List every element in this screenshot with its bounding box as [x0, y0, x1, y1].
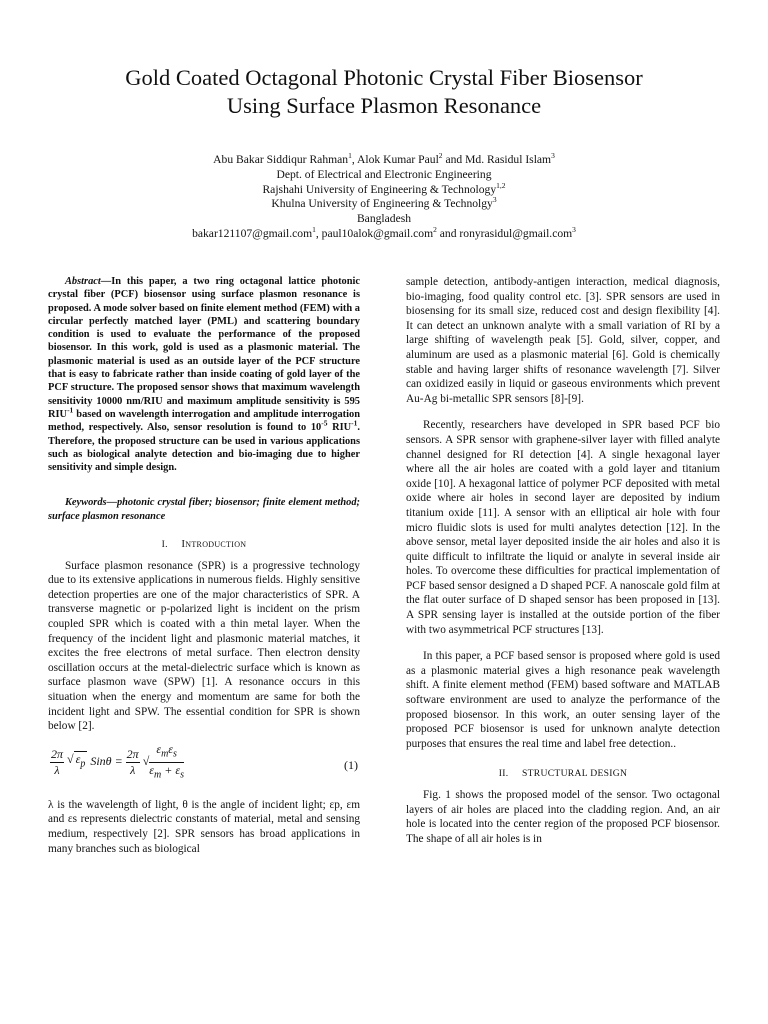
author-3: Md. Rasidul Islam	[465, 153, 552, 166]
right-paragraph-1: sample detection, antibody-antigen interaction, medical diagnosis, bio-imaging, food quality control etc. [3]. SPR sensors are used in biosensing for its small size, reduced cost and design flexibility [4]. It can detect an unknown analyte with a small variation of RI by a large shifting of wavelength peak [5]. Gold, silver, copper, and aluminum are used as a plasmonic material [6]. Gold is chemically stable and having larger shifts of resonance wavelength [7]. Silver can oxidized easily in liquid or gaseous environments which prevent Au-Ag bi-metallic SPR sensors [8]-[9].	[406, 276, 720, 405]
paper-title	[40, 64, 728, 120]
author-1: Abu Bakar Siddiqur Rahman	[213, 153, 349, 166]
abstract-sup-2: -5	[321, 418, 328, 428]
author-sep-1: ,	[351, 153, 357, 166]
section-2-heading	[406, 767, 720, 782]
univ-1-sup: 1,2	[496, 180, 506, 190]
email-2: paul10alok@gmail.com	[321, 226, 434, 240]
email-1: bakar121107@gmail.com	[192, 226, 313, 240]
author-block	[40, 153, 728, 242]
section-1-title: Introduction	[181, 538, 247, 551]
section-2-number: II.	[498, 768, 509, 780]
right-column	[406, 275, 720, 846]
right-paragraph-4: Fig. 1 shows the proposed model of the sensor. Two octagonal layers of air holes are placed into the cladding region. And, an air hole is located into the center region of the proposed PCF biosensor. The shape of all air holes is in	[406, 789, 720, 845]
abstract-text-3: RIU	[327, 422, 352, 434]
section-2-title: STRUCTURAL DESIGN	[521, 768, 628, 780]
affiliation-univ-1	[40, 180, 728, 198]
email-sep-2: and	[436, 226, 460, 240]
author-names	[40, 153, 728, 168]
eq-sqrt-eps-p: √ $\varepsilon_p$	[67, 752, 86, 770]
abstract-sup-1: -1	[67, 405, 74, 415]
univ-2-sup: 3	[492, 195, 497, 205]
title-line-1: Gold Coated Octagonal Photonic Crystal Fiber Biosensor	[125, 65, 643, 90]
author-sep-2: and	[442, 153, 466, 166]
email-1-sup: 1	[312, 225, 316, 235]
author-2-sup: 2	[438, 151, 443, 161]
left-column	[48, 275, 360, 856]
eq-sin-theta: Sinθ =	[90, 754, 123, 768]
intro-paragraph-1: Surface plasmon resonance (SPR) is a progressive technology due to its extensive applications in numerous fields. Highly sensitive detection properties are one of the major characteristics of SPR. A transverse magnetic or p-polarized light is incident on the prism coupled SPR which is coated with a thin metal layer. When the frequency of the incident light and plasmonic material matches, it excites the free electrons of metal surface. Then electron density oscillation occurs at the metal-dielectric surface which is known as surface plasmon wave (SPW) [1]. A resonance occurs in this situation when the energy and momentum are same for both the incident light and SPW. The essential condition for SPR is shown below [2].	[48, 559, 360, 733]
author-2: Alok Kumar Paul	[357, 153, 439, 166]
section-1-heading	[48, 537, 360, 553]
eq-sqrt-eps-ratio: √ $\frac{\varepsilon_m\varepsilon_s}{\varepsilon_m + \varepsilon_s}$	[142, 741, 184, 781]
email-2-sup: 2	[433, 225, 437, 235]
univ-1-name: Rajshahi University of Engineering & Technology	[262, 182, 497, 196]
section-1-number: I.	[161, 539, 168, 551]
equation-explanation: λ is the wavelength of light, θ is the angle of incident light; εp, εm and εs represents dielectric constants of material, metal and sensing medium, respectively [2]. SPR sensors has broad applications in many branches such as biological	[48, 798, 360, 855]
author-1-sup: 1	[348, 151, 352, 161]
right-paragraph-2: Recently, researchers have developed in SPR based PCF bio sensors. A SPR sensor with graphene-silver layer with filled analyte channel designed for RI detection [4]. A single hexagonal layer where all the air holes are coated with a gold layer and titanium oxide [10]. A hexagonal lattice of polymer PCF deposited with metal oxide where air holes in second layer are deposited by indium titanium oxide [11]. A sensor with an elliptical air hole with four micro fluidic slots is used for multi analytes detection [12]. In the above sensor, metal layer deposited inside the air holes and also it is quite difficult to infiltrate the liquid or analyte in several inside air holes. To overcome these difficulties for practical implementation of PCF based sensor designed a D shaped PCF. A nanoscale gold film at the flat outer surface of D shaped sensor has been proposed in [13]. A SPR sensing layer is installed at the outside portion of the fiber with two asymmetrical PCF structures [13].	[406, 419, 720, 636]
eq-frac-2pi-lambda-rhs: $\frac{2\pi}{\lambda}$	[126, 747, 139, 777]
keywords: Keywords—photonic crystal fiber; biosensor; finite element method; surface plasmon resonance	[48, 497, 360, 522]
abstract	[48, 275, 360, 474]
eq-frac-2pi-lambda: $\frac{2\pi}{\lambda}$	[51, 747, 64, 777]
abstract-label: Abstract	[65, 276, 101, 287]
abstract-sup-3: -1	[351, 418, 358, 428]
abstract-text-2: based on wavelength interrogation and amplitude interrogation method, respectively. Also, sensor resolution is found to 10	[48, 408, 360, 434]
email-3: ronyrasidul@gmail.com	[459, 226, 573, 240]
author-3-sup: 3	[551, 151, 555, 161]
univ-2-name: Khulna University of Engineering & Technolgy	[271, 197, 493, 211]
affiliation-univ-2	[40, 197, 728, 212]
abstract-text-4: . Therefore, the proposed structure can be used in various applications such as biological analyte detection and bio-imaging due to higher sensitivity and simple design.	[48, 422, 360, 474]
abstract-text: —In this paper, a two ring octagonal lattice photonic crystal fiber (PCF) biosensor using surface plasmon resonance is proposed. A mode solver based on finite element method (FEM) with a circular perfectly matched layer (PML) and scattering boundary condition is used to evaluate the performance of the proposed biosensor. In this work, gold is used as a plasmonic material. The plasmonic material is used as an outside layer of the PCF structure that is easy to fabricate rather than inside coating of gold layer of the PCF structure. The proposed sensor shows that maximum wavelength sensitivity 10000 nm/RIU and maximum amplitude sensitivity is 595 RIU	[48, 276, 360, 420]
affiliation-dept: Dept. of Electrical and Electronic Engineering	[276, 167, 492, 181]
email-sep-1: ,	[315, 226, 322, 240]
affiliation-country: Bangladesh	[356, 212, 412, 226]
right-paragraph-3: In this paper, a PCF based sensor is proposed where gold is used as a plasmonic material gives a high resonance peak wavelength shift. A finite element method (FEM) based software and MATLAB software environment are used to analyze the performance of the proposed biosensor. In this work, an outer sensing layer of the proposed PCF biosensor is used for unknown analyte detection purposes that ensures the real time and label free detection..	[406, 650, 720, 750]
author-emails	[40, 227, 728, 242]
email-3-sup: 3	[572, 225, 576, 235]
equation-1	[48, 742, 360, 790]
equation-number: (1)	[344, 757, 358, 772]
title-line-2: Using Surface Plasmon Resonance	[226, 93, 542, 118]
equation-body	[50, 742, 184, 783]
